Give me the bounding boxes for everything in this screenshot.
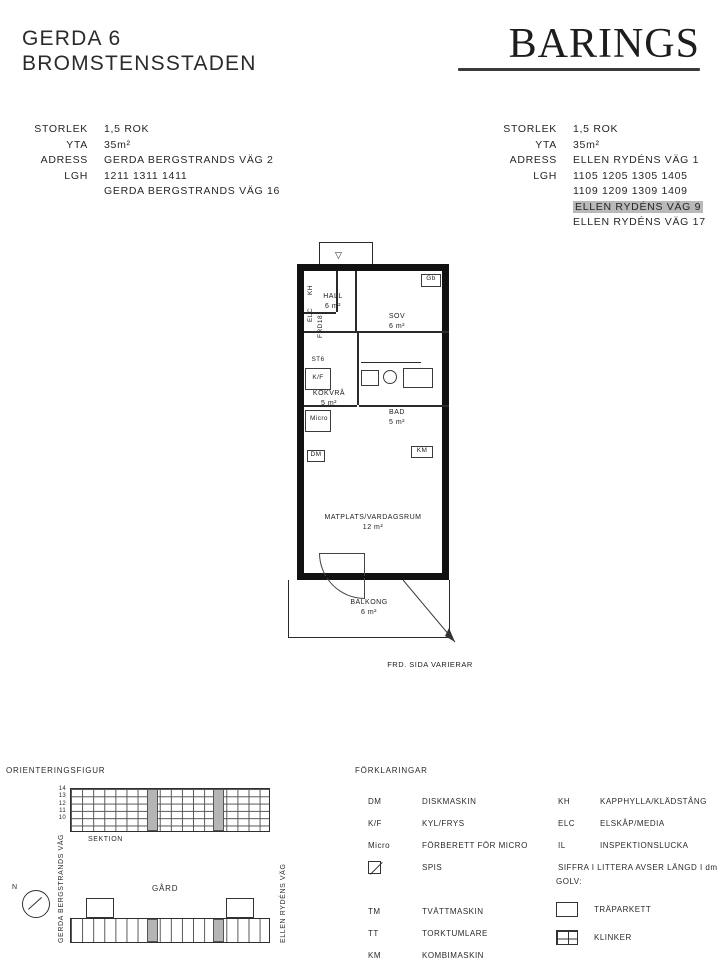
fact-key: STORLEK [34,123,88,135]
wall-right [442,264,449,480]
compass-icon [22,890,50,918]
room-name: BALKONG [350,599,388,606]
room-area: 6 m² [389,322,405,330]
section-highlight-1 [147,789,158,831]
legend-code: KH [558,797,571,806]
project-name: GERDA 6 [22,27,122,50]
legend-spacer [368,880,528,900]
plan-note: FRD. SIDA VARIERAR [387,660,473,669]
golv-row [556,895,651,923]
floor-number: 12 [58,800,66,807]
room-label-living [308,513,438,532]
tag-frd: FRD18 [317,314,324,338]
fact-value: ELLEN RYDÉNS VÄG 1 [573,154,700,166]
legend-right-table [556,790,720,880]
tag-kf: K/F [306,374,330,385]
golv-title: GOLV: [556,877,583,886]
note-arrow-icon [403,580,473,660]
legend-text: TVÄTTMASKIN [422,907,484,916]
street-label-right: ELLEN RYDÉNS VÄG [280,863,287,943]
legend-code: ELC [558,819,576,828]
facts-left [22,122,280,200]
tag-dm: DM [307,450,325,462]
bath-fixture-3 [403,368,433,388]
orientation-title: ORIENTERINGSFIGUR [6,766,106,775]
plan-highlight-1 [147,919,158,942]
fact-value: 1211 1311 1411 [104,169,188,182]
fact-value: 1109 1209 1309 1409 [573,185,688,197]
legend-code: IL [558,841,566,850]
room-name: SOV [388,313,406,320]
micro-unit [305,410,331,432]
fact-row [491,215,706,231]
balcony-door-leaf [319,576,365,578]
section-highlight-2 [213,789,224,831]
legend-row [558,858,720,878]
courtyard-label: GÅRD [152,884,179,893]
wall-right-lower [442,480,449,580]
building-block-left [86,898,114,918]
fact-row [22,169,280,185]
room-name: MATPLATS/VARDAGSRUM [324,514,422,521]
golv-text: TRÄPARKETT [594,904,652,914]
legend-code: TT [368,929,379,938]
fact-key: ADRESS [40,154,88,166]
room-label-hall [313,292,353,311]
legend-code: Micro [368,841,391,850]
fact-value: 35m² [104,138,131,151]
fact-row [491,122,706,138]
fact-value: GERDA BERGSTRANDS VÄG 16 [104,185,281,197]
entry-door-icon: ▽ [335,250,343,260]
section-grid [70,788,270,832]
plan-highlight-2 [213,919,224,942]
bath-fixture-1 [361,370,379,386]
balcony-wall-left [288,580,289,638]
golv-row [556,923,651,951]
room-area: 12 m² [362,523,384,531]
fact-value: 1,5 ROK [104,123,150,135]
fact-key: YTA [535,138,557,151]
floor-number: 14 [58,786,66,792]
fact-key [491,184,573,200]
fact-value: ELLEN RYDÉNS VÄG 17 [573,216,706,228]
entry-wall-top [319,242,373,243]
fact-row [491,153,706,169]
room-label-sov [377,312,417,331]
section-label: SEKTION [88,836,123,843]
partition-kokvra-bad [357,333,359,405]
legend-title: FÖRKLARINGAR [355,766,428,775]
legend-row [558,792,720,812]
legend-row [368,946,528,966]
legend-row [368,924,528,944]
legend-text: KOMBIMASKIN [422,951,484,960]
entry-wall-right [372,242,373,264]
golv-text: KLINKER [594,932,632,942]
fact-key: STORLEK [503,123,557,135]
fact-key: LGH [533,169,557,182]
fact-value: 1,5 ROK [573,123,619,135]
fact-row [22,122,280,138]
legend-code: KM [368,951,381,960]
page-title [22,26,257,76]
legend-row [368,836,528,856]
plan-grid [70,918,270,943]
legend-text: SPIS [422,863,443,872]
legend-code: K/F [368,819,382,828]
room-area: 6 m² [325,302,341,310]
legend-text: INSPEKTIONSLUCKA [600,841,689,850]
facts-right [491,122,706,231]
fact-key: LGH [64,169,88,182]
spis-icon [368,861,381,874]
street-label-left: GERDA BERGSTRANDS VÄG [58,833,65,943]
room-name: HALL [323,293,343,300]
bath-counter [361,362,421,363]
partition-bad-bottom [359,405,449,407]
fact-row [491,138,706,154]
entry-wall-left [319,242,320,264]
tag-km: KM [411,446,433,458]
legend-row [558,836,720,856]
fact-key [22,184,104,200]
fact-value: 35m² [573,138,600,151]
wall-left-lower [297,480,304,580]
building-block-right [226,898,254,918]
floor-number: 13 [58,793,66,800]
room-area: 5 m² [321,399,337,407]
partition-hall-sov [355,271,357,331]
legend-code: TM [368,907,381,916]
tag-kh: KH [307,284,314,295]
project-area: BROMSTENSSTADEN [22,52,257,75]
brand-underline [458,68,700,71]
fact-row [22,153,280,169]
legend-text: KYL/FRYS [422,819,465,828]
tag-micro: Micro [304,415,334,426]
fact-row-highlighted [491,200,706,216]
room-name: KOKVRÅ [312,390,346,397]
fact-key: YTA [66,138,88,151]
legend-row [368,792,528,812]
legend-text: FÖRBERETT FÖR MICRO [422,841,528,850]
room-label-balkong [333,598,405,617]
brand-wordmark: BARINGS [508,21,700,67]
floor-number: 10 [58,815,66,822]
room-label-kokvra [303,389,355,408]
north-label: N [12,884,18,891]
bath-fixture-2 [383,370,397,384]
room-label-bad [377,408,417,427]
room-area: 6 m² [361,608,377,616]
floor-plan-drawing [283,250,473,670]
legend-note: SIFFRA I LITTERA AVSER LÄNGD I dm [558,863,718,872]
tag-elc: ELC [307,307,314,322]
floor-numbers [44,786,66,822]
legend-row [368,902,528,922]
floor-number: 11 [59,807,66,814]
fact-key [491,200,573,216]
fact-value: 1105 1205 1305 1405 [573,169,688,182]
parkett-swatch-icon [556,902,578,917]
legend-text: TORKTUMLARE [422,929,488,938]
kf-unit [305,368,331,390]
legend-text: DISKMASKIN [422,797,477,806]
room-area: 5 m² [389,418,405,426]
klinker-swatch-icon [556,930,578,945]
fact-row [22,138,280,154]
legend-row [368,814,528,834]
wall-left [297,264,304,480]
fact-row [491,169,706,185]
tag-st: ST6 [306,356,330,367]
legend-code: DM [368,797,382,806]
partition-upper [304,331,449,333]
fact-key: ADRESS [509,154,557,166]
legend-text: KAPPHYLLA/KLÄDSTÅNG [600,797,707,806]
legend-text: ELSKÅP/MEDIA [600,819,665,828]
highlighted-address: ELLEN RYDÉNS VÄG 9 [575,200,702,213]
fact-value: GERDA BERGSTRANDS VÄG 2 [104,154,274,166]
legend-row [368,858,528,878]
legend-left-table [366,790,530,968]
fact-row [22,184,280,200]
fact-key [491,215,573,231]
brand-logo [458,22,700,71]
room-name: BAD [389,409,405,416]
fact-row [491,184,706,200]
legend-row [558,814,720,834]
tag-gb: Gb [421,274,441,287]
wall-top [297,264,449,271]
